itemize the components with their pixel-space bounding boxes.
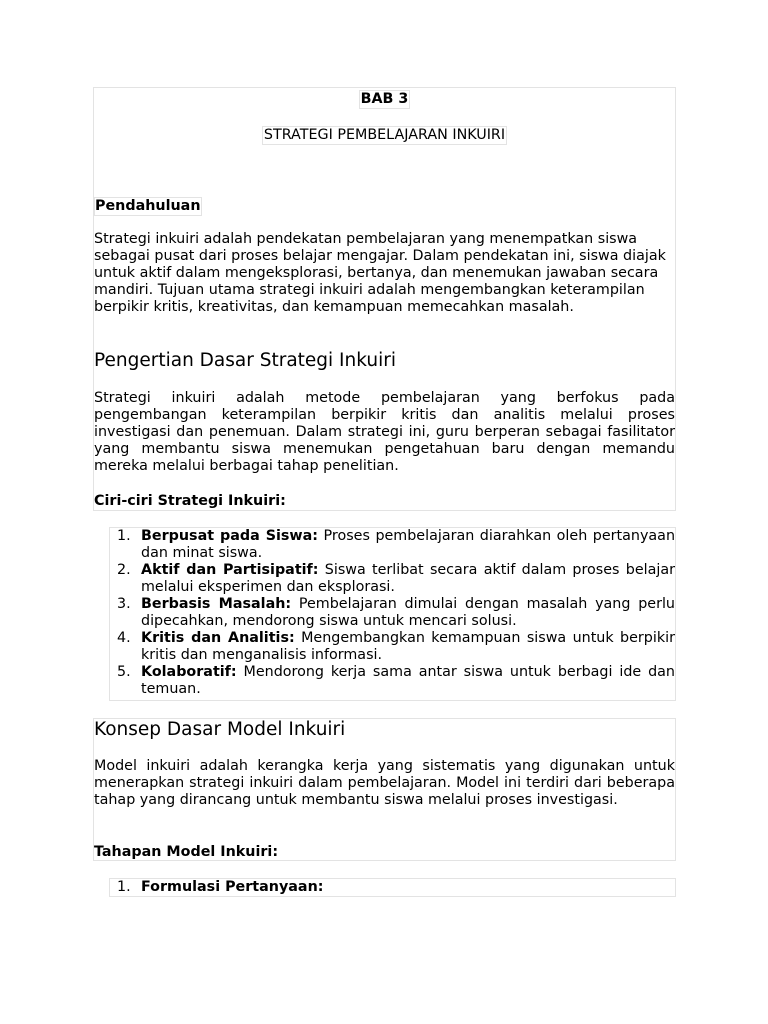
list-item-text: Mendorong kerja sama antar siswa untuk berbagi ide dan temuan.	[141, 664, 675, 697]
tahapan-subheading: Tahapan Model Inkuiri:	[94, 844, 279, 860]
list-item: 4. Kritis dan Analitis: Mengembangkan kemampuan siswa untuk berpikir kritis dan menganalisis informasi.	[117, 630, 675, 663]
list-item: 1. Formulasi Pertanyaan:	[117, 879, 324, 895]
intro-paragraph: Strategi inkuiri adalah pendekatan pembelajaran yang menempatkan siswa sebagai pusat dari proses belajar mengajar. Dalam pendekatan ini, siswa diajak untuk aktif dalam mengeksplorasi, bertanya, dan menemukan jawaban secara mandiri. Tujuan utama strategi inkuiri adalah mengembangkan keterampilan berpikir kritis, kreativitas, dan kemampuan memecahkan masalah.	[94, 231, 666, 315]
ciri-subheading: Ciri-ciri Strategi Inkuiri:	[94, 493, 286, 509]
tahapan-list-box	[109, 878, 676, 897]
list-item: 5. Kolaboratif: Mendorong kerja sama antar siswa untuk berbagi ide dan temuan.	[117, 664, 675, 697]
pengertian-paragraph: Strategi inkuiri adalah metode pembelajaran yang berfokus pada pengembangan keterampilan berpikir kritis dan analitis melalui proses investigasi dan penemuan. Dalam strategi ini, guru berperan sebagai fasilitator yang membantu siswa menemukan pengetahuan baru dengan memandu mereka melalui berbagai tahap penelitian.	[94, 390, 675, 474]
section-block-konsep	[93, 718, 676, 861]
list-item-text: Siswa terlibat secara aktif dalam proses belajar melalui eksperimen dan eksplorasi.	[141, 562, 675, 595]
list-item-term: Berpusat pada Siswa:	[141, 528, 319, 544]
list-item-text: Proses pembelajaran diarahkan oleh pertanyaan dan minat siswa.	[141, 528, 676, 561]
section-heading-konsep: Konsep Dasar Model Inkuiri	[94, 719, 346, 740]
list-item-term: Formulasi Pertanyaan:	[141, 879, 324, 895]
section-heading-pengertian: Pengertian Dasar Strategi Inkuiri	[94, 350, 396, 371]
konsep-paragraph: Model inkuiri adalah kerangka kerja yang sistematis yang digunakan untuk menerapkan strategi inkuiri dalam pembelajaran. Model ini terdiri dari beberapa tahap yang dirancang untuk membantu siswa melalui proses investigasi.	[94, 758, 675, 808]
section-block-intro	[93, 87, 676, 511]
tahapan-list	[110, 879, 675, 896]
chapter-title: STRATEGI PEMBELAJARAN INKUIRI	[263, 127, 506, 143]
ciri-list-box	[109, 527, 676, 701]
list-item-text: Pembelajaran dimulai dengan masalah yang perlu dipecahkan, mendorong siswa untuk mencari solusi.	[141, 596, 675, 629]
list-item-text: Mengembangkan kemampuan siswa untuk berpikir kritis dan menganalisis informasi.	[141, 630, 675, 663]
intro-heading: Pendahuluan	[95, 198, 201, 214]
list-item-term: Berbasis Masalah:	[141, 596, 292, 612]
ciri-list	[110, 528, 675, 698]
list-item-term: Kritis dan Analitis:	[141, 630, 295, 646]
list-item: 2. Aktif dan Partisipatif: Siswa terlibat secara aktif dalam proses belajar melalui eksperimen dan eksplorasi.	[117, 562, 675, 595]
list-item: 3. Berbasis Masalah: Pembelajaran dimulai dengan masalah yang perlu dipecahkan, mendorong siswa untuk mencari solusi.	[117, 596, 675, 629]
list-item-term: Kolaboratif:	[141, 664, 237, 680]
chapter-label: BAB 3	[360, 91, 409, 107]
list-item-term: Aktif dan Partisipatif:	[141, 562, 319, 578]
list-item: 1. Berpusat pada Siswa: Proses pembelajaran diarahkan oleh pertanyaan dan minat siswa.	[117, 528, 676, 561]
